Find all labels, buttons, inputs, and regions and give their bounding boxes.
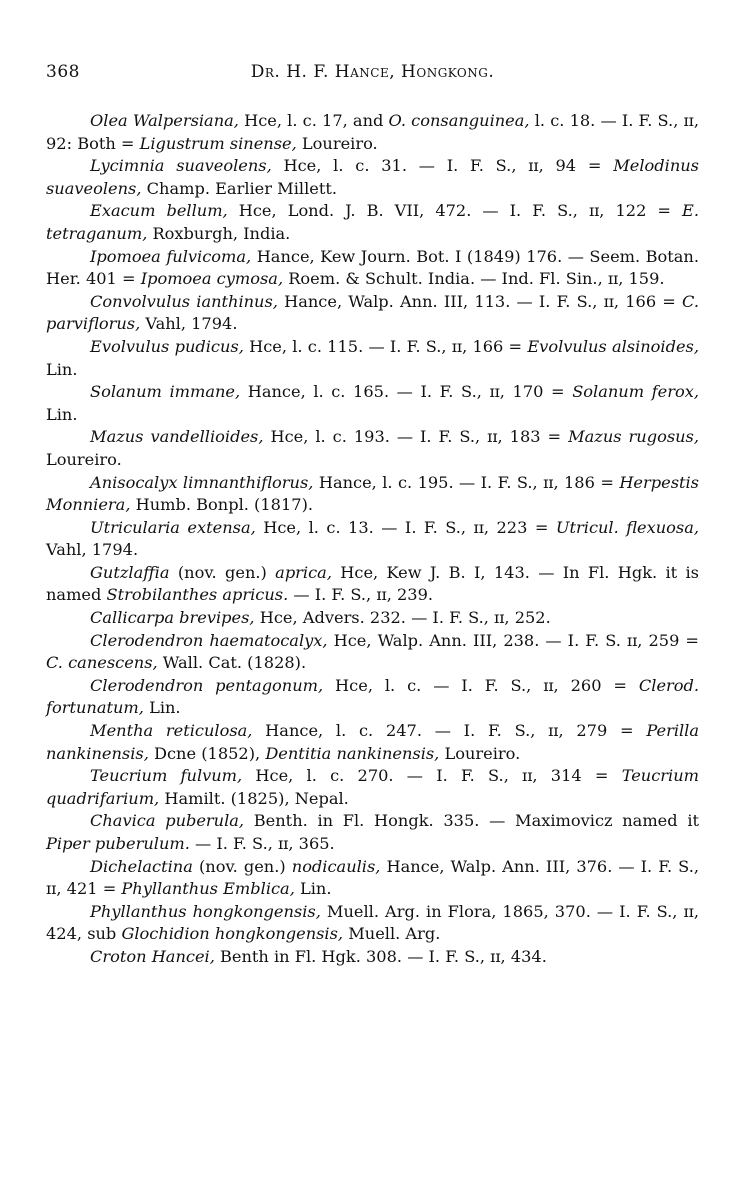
citation-text: Roxburgh, India. [147, 223, 291, 243]
taxon-name: aprica, [275, 562, 332, 582]
taxon-name: Melodinus suaveolens, [46, 156, 699, 198]
taxon-name: Callicarpa brevipes, [90, 608, 255, 628]
citation-text: Hance, l. c. 165. — I. F. S., ɪɪ, 170 = [240, 382, 573, 402]
citation-text: Dcne (1852), [148, 743, 266, 763]
taxon-name: Dentitia nankinensis, [265, 743, 440, 763]
page-header [46, 62, 699, 92]
synonymy-list [46, 110, 699, 969]
synonymy-entry [46, 562, 699, 607]
synonymy-entry [46, 110, 699, 155]
citation-text: Hce, l. c. 17, and [238, 111, 389, 130]
citation-text: Hce, Walp. Ann. III, 238. — I. F. S. ɪɪ, 259 = [327, 630, 699, 650]
taxon-name: Ipomoea cymosa, [140, 269, 284, 289]
taxon-name: Mazus rugosus, [568, 427, 700, 447]
synonymy-entry [46, 517, 699, 562]
citation-text: — I. F. S., ɪɪ, 365. [189, 834, 335, 853]
taxon-name: Olea Walpersiana, [90, 111, 239, 130]
citation-text: Hance, l. c. 247. — I. F. S., ɪɪ, 279 = [252, 721, 647, 741]
taxon-name: Utricularia extensa, [90, 517, 256, 537]
citation-text: Lin. [143, 698, 181, 718]
citation-text: l. c. 18. — I. F. S., ɪɪ, 92: Both = [46, 111, 699, 153]
synonymy-entry [46, 630, 699, 675]
citation-text: Loureiro. [296, 133, 378, 153]
taxon-name: Chavica puberula, [90, 811, 245, 831]
taxon-name: C. canescens, [46, 653, 158, 673]
taxon-name: Clerod. fortunatum, [46, 675, 700, 718]
citation-text: Hamilt. (1825), Nepal. [159, 788, 349, 808]
taxon-name: Evolvulus alsinoides, [527, 336, 700, 356]
synonymy-entry [46, 901, 699, 946]
synonymy-entry [46, 472, 699, 517]
taxon-name: Solanum immane, [90, 382, 241, 402]
synonymy-entry [46, 675, 699, 720]
taxon-name: Utricul. flexuosa, [555, 517, 699, 537]
citation-text: Hce, Advers. 232. — I. F. S., ɪɪ, 252. [254, 608, 551, 628]
citation-text: Lin. [46, 359, 78, 379]
citation-text: Vahl, 1794. [46, 540, 139, 560]
taxon-name: Clerodendron haematocalyx, [90, 630, 328, 650]
citation-text: Muell. Arg. [343, 924, 441, 944]
taxon-name: Convolvulus ianthinus, [90, 291, 278, 311]
synonymy-entry [46, 291, 699, 336]
taxon-name: O. consanguinea, [388, 111, 530, 130]
synonymy-entry [46, 426, 699, 471]
citation-text: Hce, Kew J. B. I, 143. — In Fl. Hgk. it is named [46, 562, 699, 605]
citation-text: Hance, Walp. Ann. III, 113. — I. F. S., ɪɪ, 166 = [277, 291, 683, 311]
taxon-name: Gutzlaffia [90, 562, 170, 582]
taxon-name: Dichelactina [90, 856, 193, 876]
taxon-name: Herpestis Monniera, [46, 472, 699, 515]
citation-text: Vahl, 1794. [140, 314, 238, 334]
citation-text: Humb. Bonpl. (1817). [130, 495, 314, 515]
citation-text: Hce, l. c. 115. — I. F. S., ɪɪ, 166 = [243, 336, 528, 356]
synonymy-entry [46, 765, 699, 810]
taxon-name: Evolvulus pudicus, [90, 336, 244, 356]
synonymy-entry [46, 607, 699, 630]
page-number: 368 [46, 62, 80, 82]
synonymy-entry [46, 336, 699, 381]
synonymy-entry [46, 810, 699, 855]
citation-text: Benth. in Fl. Hongk. 335. — Maximovicz named it [244, 811, 699, 831]
running-title: Dr. H. F. Hance, Hongkong. [250, 62, 495, 82]
synonymy-entry [46, 946, 699, 969]
synonymy-entry [46, 720, 699, 765]
taxon-name: Lycimnia suaveolens, [90, 156, 272, 176]
citation-text: Wall. Cat. (1828). [157, 653, 307, 673]
taxon-name: Phyllanthus Emblica, [121, 879, 295, 899]
citation-text: Loureiro. [439, 743, 521, 763]
citation-text: Lin. [46, 404, 78, 424]
taxon-name: Solanum ferox, [572, 382, 699, 402]
citation-text: (nov. gen.) [192, 856, 292, 876]
citation-text: Hance, Walp. Ann. III, 376. — I. F. S., ɪɪ, 421 = [46, 856, 699, 899]
citation-text: Hance, l. c. 195. — I. F. S., ɪɪ, 186 = [313, 472, 620, 492]
taxon-name: Glochidion hongkongensis, [121, 924, 344, 944]
citation-text: Muell. Arg. in Flora, 1865, 370. — I. F. S., ɪɪ, 424, sub [46, 901, 699, 944]
taxon-name: Teucrium fulvum, [90, 766, 243, 786]
citation-text: Roem. & Schult. India. — Ind. Fl. Sin., ɪɪ, 159. [283, 269, 665, 289]
synonymy-entry [46, 246, 699, 291]
citation-text: Lin. [294, 879, 332, 899]
citation-text: (nov. gen.) [169, 562, 276, 582]
synonymy-entry [46, 381, 699, 426]
synonymy-entry [46, 155, 699, 200]
taxon-name: Phyllanthus hongkongensis, [90, 901, 321, 921]
taxon-name: Clerodendron pentagonum, [90, 675, 324, 695]
citation-text: Hce, l. c. 31. — I. F. S., ɪɪ, 94 = [271, 156, 614, 176]
citation-text: Hce, l. c. 270. — I. F. S., ɪɪ, 314 = [242, 766, 622, 786]
taxon-name: nodicaulis, [291, 856, 381, 876]
taxon-name: Ipomoea fulvicoma, [90, 246, 252, 266]
citation-text: Hce, l. c. — I. F. S., ɪɪ, 260 = [323, 675, 639, 695]
taxon-name: Mentha reticulosa, [90, 721, 253, 741]
taxon-name: C. parviflorus, [46, 291, 699, 334]
taxon-name: Strobilanthes apricus. [106, 585, 289, 605]
citation-text: — I. F. S., ɪɪ, 239. [288, 585, 434, 605]
citation-text: Loureiro. [46, 449, 122, 469]
citation-text: Hce, l. c. 13. — I. F. S., ɪɪ, 223 = [255, 517, 556, 537]
taxon-name: Ligustrum sinense, [139, 133, 297, 153]
synonymy-entry [46, 200, 699, 245]
taxon-name: Anisocalyx limnanthiflorus, [90, 472, 314, 492]
taxon-name: Teucrium quadrifarium, [46, 766, 699, 808]
taxon-name: Perilla nankinensis, [46, 721, 700, 763]
synonymy-entry [46, 856, 699, 901]
citation-text: Champ. Earlier Millett. [141, 178, 337, 198]
taxon-name: Croton Hancei, [90, 946, 215, 966]
taxon-name: Piper puberulum. [46, 834, 190, 853]
citation-text: Benth in Fl. Hgk. 308. — I. F. S., ɪɪ, 434. [214, 946, 547, 966]
citation-text: Hance, Kew Journ. Bot. I (1849) 176. — Seem. Botan. Her. 401 = [46, 246, 699, 289]
taxon-name: E. tetraganum, [46, 201, 699, 243]
taxon-name: Mazus vandellioides, [90, 427, 264, 447]
citation-text: Hce, l. c. 193. — I. F. S., ɪɪ, 183 = [263, 427, 569, 447]
taxon-name: Exacum bellum, [90, 201, 228, 221]
citation-text: Hce, Lond. J. B. VII, 472. — I. F. S., ɪɪ, 122 = [227, 201, 683, 221]
